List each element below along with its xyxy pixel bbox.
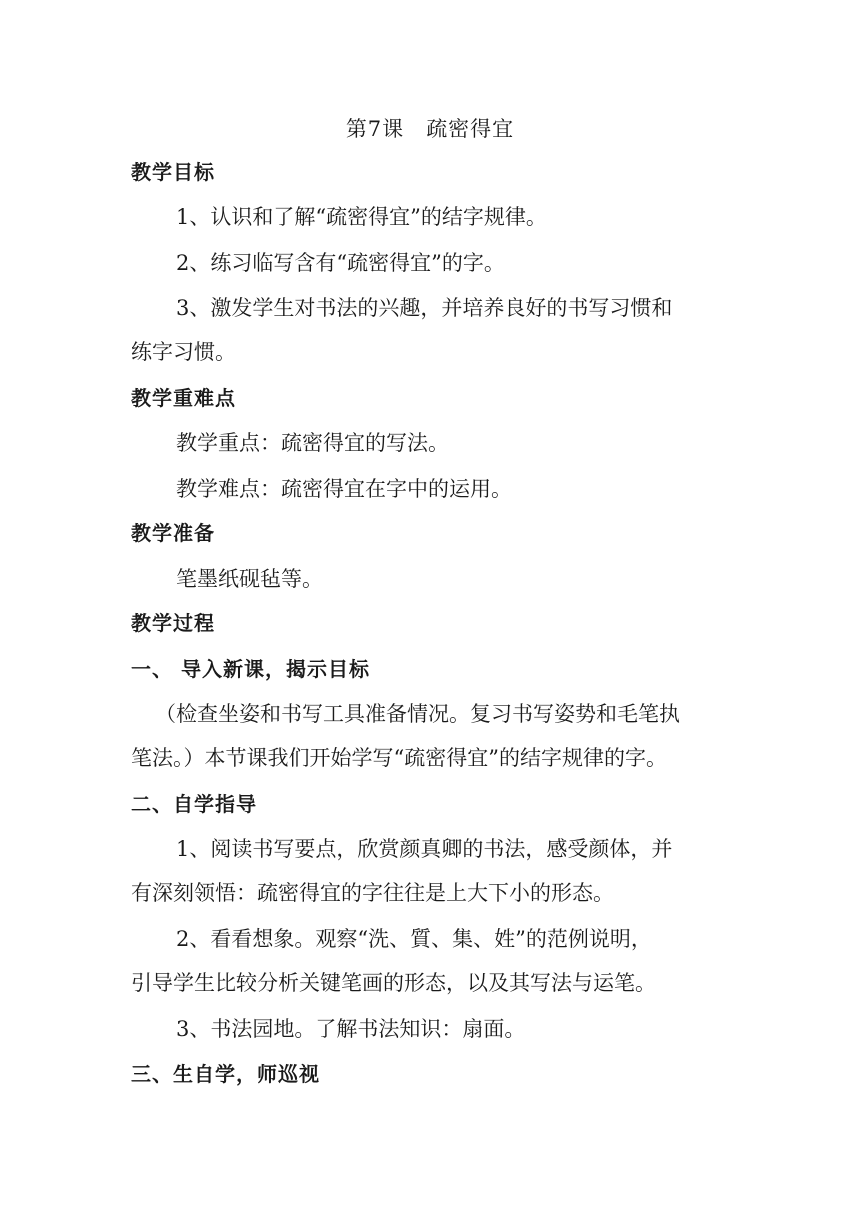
preparation-heading: 教学准备 xyxy=(131,521,215,545)
key-points-heading: 教学重难点 xyxy=(131,386,236,410)
key-point: 教学重点：疏密得宜的写法。 xyxy=(176,431,449,455)
lesson-number: 第7课 xyxy=(345,117,405,141)
difficult-point: 教学难点：疏密得宜在字中的运用。 xyxy=(176,477,512,501)
objective-item: 2、练习临写含有“疏密得宜”的字。 xyxy=(176,251,505,275)
step1-text-continued: 笔法。）本节课我们开始学写“疏密得宜”的结字规律的字。 xyxy=(131,746,667,770)
step2-item: 1、阅读书写要点，欣赏颜真卿的书法，感受颜体，并 xyxy=(176,837,673,861)
objective-item-continued: 练字习惯。 xyxy=(131,340,236,364)
step3-heading: 三、生自学，师巡视 xyxy=(131,1062,320,1086)
process-heading: 教学过程 xyxy=(131,611,215,635)
step2-item: 2、看看想象。观察“洗、質、集、姓”的范例说明， xyxy=(176,927,652,951)
step1-heading: 一、 导入新课，揭示目标 xyxy=(131,657,370,681)
step2-item-continued: 有深刻领悟：疏密得宜的字往往是上大下小的形态。 xyxy=(131,881,614,905)
objectives-heading: 教学目标 xyxy=(131,160,215,184)
step2-heading: 二、自学指导 xyxy=(131,792,257,816)
step2-item-continued: 引导学生比较分析关键笔画的形态，以及其写法与运笔。 xyxy=(131,971,656,995)
preparation-text: 笔墨纸砚毡等。 xyxy=(176,567,323,591)
objective-item: 1、认识和了解“疏密得宜”的结字规律。 xyxy=(176,205,547,229)
step1-text: （检查坐姿和书写工具准备情况。复习书写姿势和毛笔执 xyxy=(155,702,680,726)
objective-item: 3、激发学生对书法的兴趣，并培养良好的书写习惯和 xyxy=(176,296,673,320)
lesson-title xyxy=(0,113,860,143)
lesson-name: 疏密得宜 xyxy=(426,117,515,141)
step2-item: 3、书法园地。了解书法知识：扇面。 xyxy=(176,1017,526,1041)
